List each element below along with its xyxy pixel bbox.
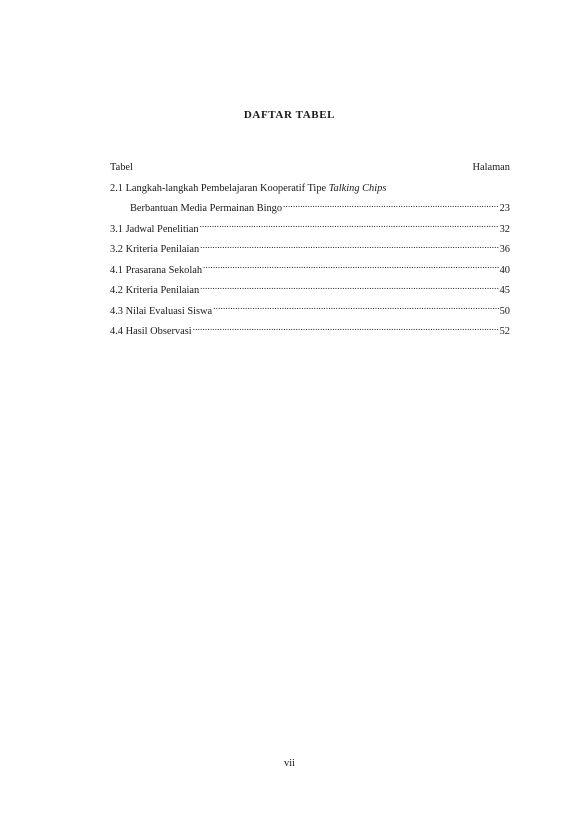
entry-page: 52	[499, 326, 510, 337]
list-item-continuation[interactable]	[110, 199, 510, 220]
entry-title: 4.2 Kriteria Penilaian	[110, 285, 200, 296]
list-header	[110, 158, 510, 179]
entry-page: 45	[499, 285, 510, 296]
entry-title: 4.3 Nilai Evaluasi Siswa	[110, 305, 213, 317]
dot-leader	[200, 222, 499, 232]
list-item[interactable]	[110, 179, 510, 200]
list-item[interactable]	[110, 322, 510, 343]
page-number: vii	[284, 758, 295, 769]
entry-title: 2.1 Langkah-langkah Pembelajaran Kooperatif Tipe Talking Chips	[110, 182, 387, 194]
entry-title: 3.1 Jadwal Penelitian	[110, 223, 199, 235]
page-title: DAFTAR TABEL	[243, 109, 336, 121]
entry-title: 4.1 Prasarana Sekolah	[110, 264, 203, 276]
entry-page: 32	[499, 223, 510, 235]
list-item[interactable]	[110, 281, 510, 302]
dot-leader	[203, 263, 499, 273]
column-label-table: Tabel	[110, 162, 133, 173]
list-item[interactable]	[110, 302, 510, 323]
entry-page: 23	[499, 203, 510, 214]
entry-page: 50	[499, 305, 510, 317]
column-label-page: Halaman	[472, 162, 510, 173]
dot-leader	[200, 283, 498, 293]
entry-page: 40	[499, 264, 510, 276]
entry-title: 4.4 Hasil Observasi	[110, 326, 192, 337]
list-item[interactable]	[110, 240, 510, 261]
dot-leader	[213, 304, 498, 314]
table-list	[110, 158, 510, 343]
entry-page: 36	[499, 244, 510, 255]
entry-title-italic: Talking Chips	[328, 182, 387, 194]
dot-leader	[193, 324, 499, 334]
list-item[interactable]	[110, 220, 510, 241]
dot-leader	[283, 201, 499, 211]
entry-title: Berbantuan Media Permainan Bingo	[130, 203, 283, 214]
dot-leader	[200, 242, 498, 252]
list-item[interactable]	[110, 261, 510, 282]
entry-title: 3.2 Kriteria Penilaian	[110, 244, 200, 255]
